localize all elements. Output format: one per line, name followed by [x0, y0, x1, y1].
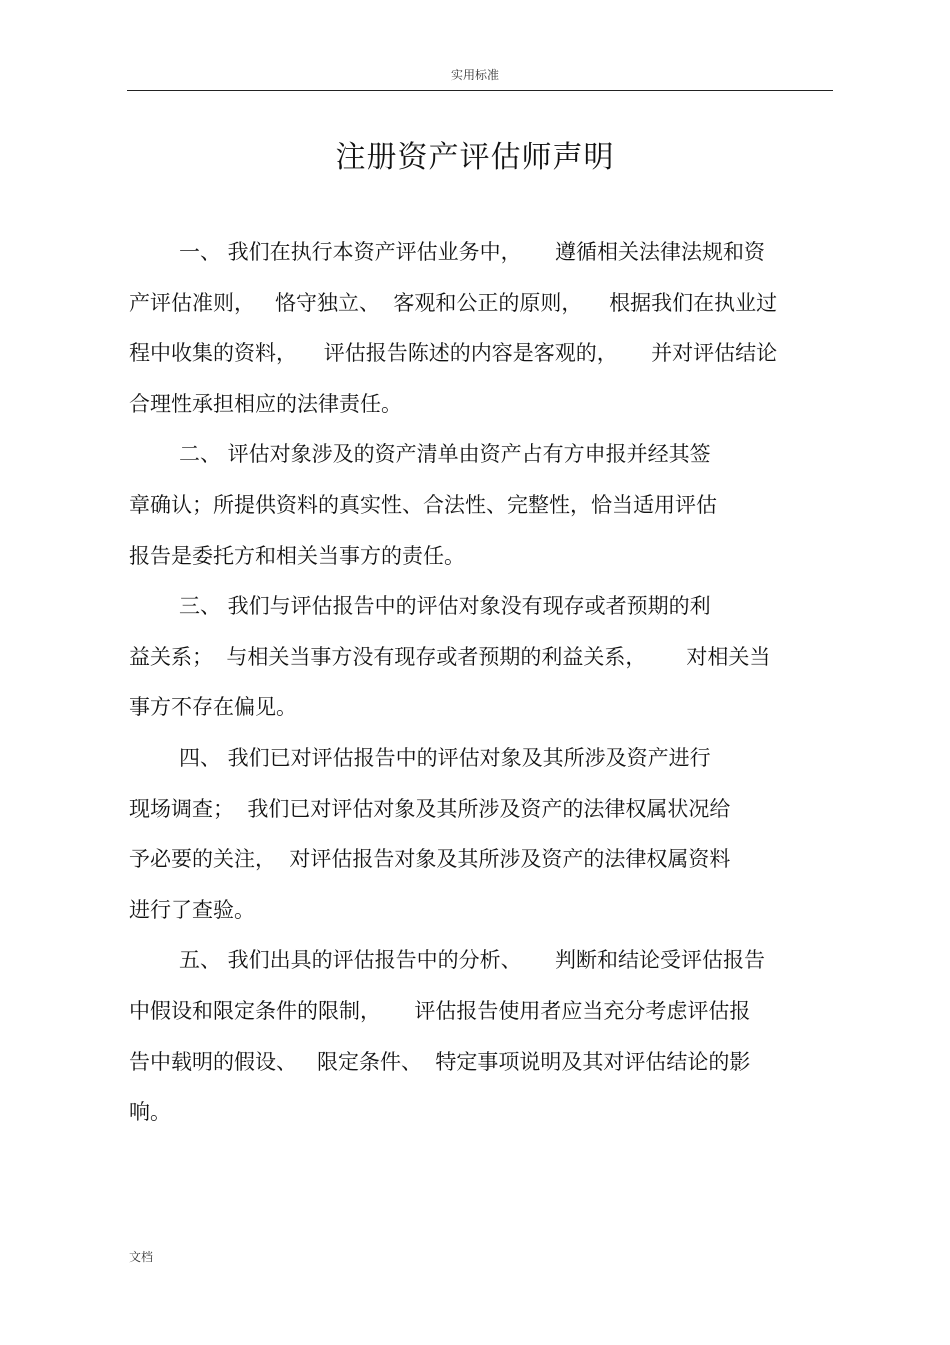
paragraph-5-line-1: 五、 我们出具的评估报告中的分析、 判断和结论受评估报告: [179, 948, 766, 973]
paragraph-2-line-2: 章确认；所提供资料的真实性、合法性、完整性，恰当适用评估: [129, 492, 717, 517]
paragraph-4-line-2: 现场调查； 我们已对评估对象及其所涉及资产的法律权属状况给: [129, 796, 731, 821]
paragraph-2-line-3: 报告是委托方和相关当事方的责任。: [129, 543, 465, 568]
paragraph-3-line-2: 益关系； 与相关当事方没有现存或者预期的利益关系， 对相关当: [129, 644, 771, 669]
paragraph-5-line-3: 告中载明的假设、 限定条件、 特定事项说明及其对评估结论的影: [129, 1049, 751, 1074]
paragraph-1-line-3: 程中收集的资料， 评估报告陈述的内容是客观的， 并对评估结论: [129, 341, 778, 366]
paragraph-1-line-1: 一、 我们在执行本资产评估业务中， 遵循相关法律法规和资: [179, 240, 766, 264]
paragraph-4-line-1: 四、 我们已对评估报告中的评估对象及其所涉及资产进行: [179, 745, 711, 770]
paragraph-4-line-3: 予必要的关注， 对评估报告对象及其所涉及资产的法律权属资料: [129, 847, 731, 872]
paragraph-5-line-4: 响。: [129, 1100, 171, 1125]
paragraph-1-line-4: 合理性承担相应的法律责任。: [129, 391, 402, 416]
page-header: 实用标准: [450, 68, 499, 82]
document-title: 注册资产评估师声明: [335, 140, 615, 175]
statement-body: [129, 227, 829, 1138]
paragraph-3-line-3: 事方不存在偏见。: [129, 695, 297, 720]
header-divider: [127, 90, 833, 91]
paragraph-3-line-1: 三、 我们与评估报告中的评估对象没有现存或者预期的利: [179, 594, 711, 619]
paragraph-5-line-2: 中假设和限定条件的限制， 评估报告使用者应当充分考虑评估报: [129, 998, 751, 1023]
page-footer: 文档: [129, 1250, 154, 1264]
paragraph-1-line-2: 产评估准则， 恪守独立、 客观和公正的原则， 根据我们在执业过: [129, 290, 778, 315]
paragraph-4-line-4: 进行了查验。: [129, 897, 255, 922]
paragraph-2-line-1: 二、 评估对象涉及的资产清单由资产占有方申报并经其签: [179, 442, 711, 467]
